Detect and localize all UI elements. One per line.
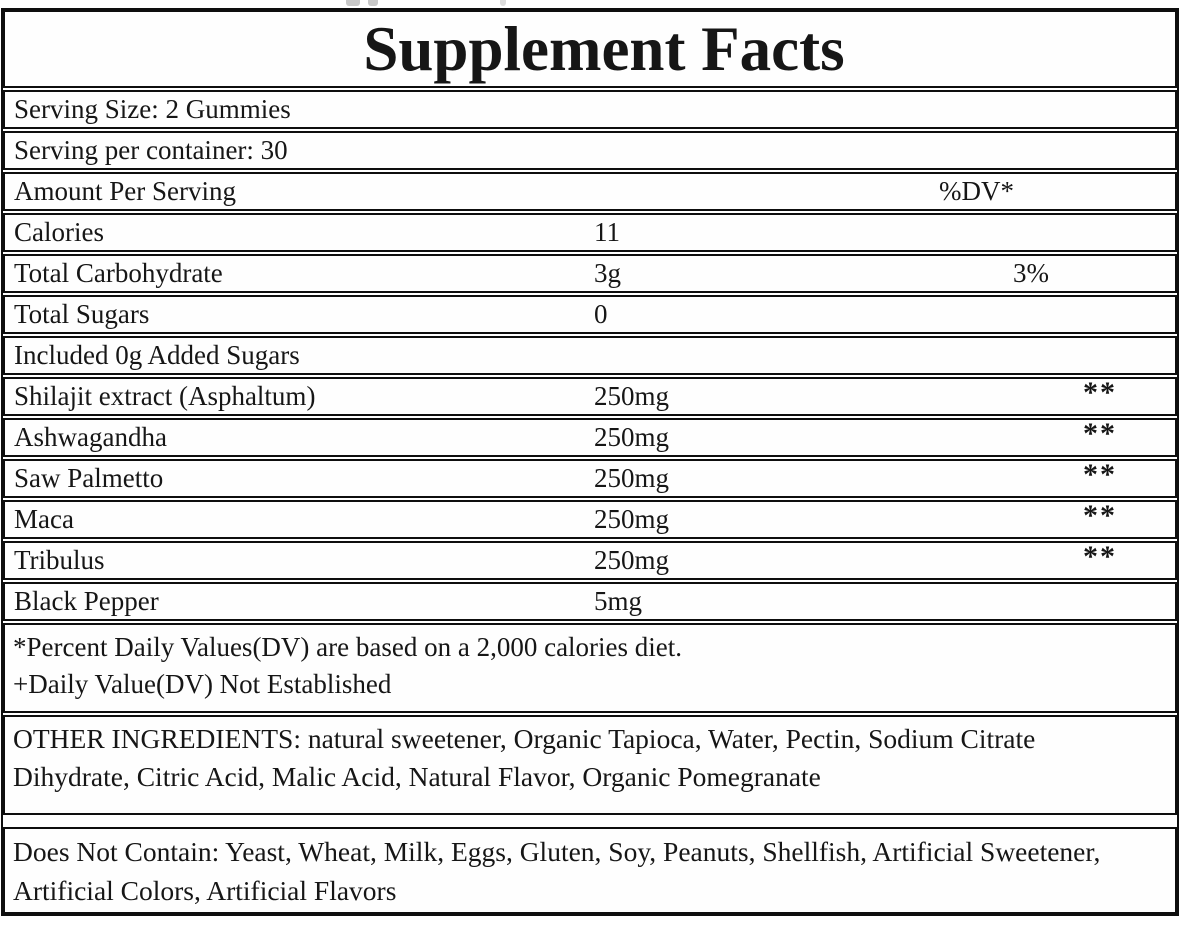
- dv-not-established-marker: **: [1083, 417, 1117, 450]
- dv-not-established-marker: **: [1083, 540, 1117, 573]
- table-row-shilajit: [3, 377, 1177, 416]
- top-crop-artifact: [368, 0, 378, 6]
- table-row-added-sugars: [3, 336, 1177, 375]
- footnotes-box: [3, 623, 1177, 713]
- nutrient-name: Shilajit extract (Asphaltum): [14, 381, 316, 411]
- servings-per-container-row: [3, 131, 1177, 170]
- table-row-black-pepper: [3, 582, 1177, 621]
- table-row-calories: [3, 213, 1177, 252]
- footnote-percent-dv: *Percent Daily Values(DV) are based on a 2,000 calories diet.: [13, 632, 683, 662]
- panel-title: Supplement Facts: [363, 13, 845, 84]
- nutrient-name: Tribulus: [14, 545, 105, 575]
- nutrient-amount: 250mg: [594, 422, 670, 452]
- nutrient-name: Maca: [14, 504, 74, 534]
- table-row-saw-palmetto: [3, 459, 1177, 498]
- nutrient-name: Calories: [14, 217, 104, 247]
- dv-not-established-marker: **: [1083, 499, 1117, 532]
- top-crop-artifact: [346, 0, 360, 6]
- table-row-ashwagandha: [3, 418, 1177, 457]
- nutrient-name: Included 0g Added Sugars: [14, 340, 300, 370]
- table-row-total-sugars: [3, 295, 1177, 334]
- serving-size-text: Serving Size: 2 Gummies: [14, 94, 291, 124]
- percent-dv-header: %DV*: [939, 176, 1014, 206]
- nutrient-dv: 3%: [1013, 258, 1049, 288]
- nutrient-amount: 5mg: [594, 586, 643, 616]
- nutrient-amount: 250mg: [594, 463, 670, 493]
- other-ingredients-box: [3, 715, 1177, 815]
- panel-title-box: [3, 10, 1177, 88]
- other-ingredients-text: OTHER INGREDIENTS: natural sweetener, Organic Tapioca, Water, Pectin, Sodium Citrate Dihydrate, Citric Acid, Malic Acid, Natural Flavor, Organic Pomegranate: [13, 723, 1036, 792]
- dv-not-established-marker: **: [1083, 458, 1117, 491]
- nutrient-amount: 3g: [594, 258, 621, 288]
- supplement-facts-panel: [1, 8, 1179, 916]
- footnote-dv-not-established: +Daily Value(DV) Not Established: [13, 669, 392, 699]
- table-row-total-carbohydrate: [3, 254, 1177, 293]
- nutrient-name: Ashwagandha: [14, 422, 167, 452]
- nutrient-amount: 0: [594, 299, 608, 329]
- nutrient-name: Total Sugars: [14, 299, 150, 329]
- nutrient-name: Saw Palmetto: [14, 463, 164, 493]
- top-crop-artifact: [500, 0, 506, 6]
- nutrient-amount: 250mg: [594, 381, 670, 411]
- amount-per-serving-header-row: [3, 172, 1177, 211]
- amount-per-serving-label: Amount Per Serving: [14, 176, 236, 206]
- table-row-maca: [3, 500, 1177, 539]
- servings-per-container-text: Serving per container: 30: [14, 135, 288, 165]
- nutrient-name: Black Pepper: [14, 586, 159, 616]
- nutrient-amount: 11: [594, 217, 620, 247]
- table-row-tribulus: [3, 541, 1177, 580]
- does-not-contain-text: Does Not Contain: Yeast, Wheat, Milk, Eggs, Gluten, Soy, Peanuts, Shellfish, Artificial Sweetener, Artificial Colors, Artificial Flavors: [13, 836, 1101, 906]
- dv-not-established-marker: **: [1083, 376, 1117, 409]
- does-not-contain-box: [3, 827, 1177, 914]
- nutrient-amount: 250mg: [594, 545, 670, 575]
- serving-size-row: [3, 90, 1177, 129]
- nutrient-name: Total Carbohydrate: [14, 258, 223, 288]
- nutrient-amount: 250mg: [594, 504, 670, 534]
